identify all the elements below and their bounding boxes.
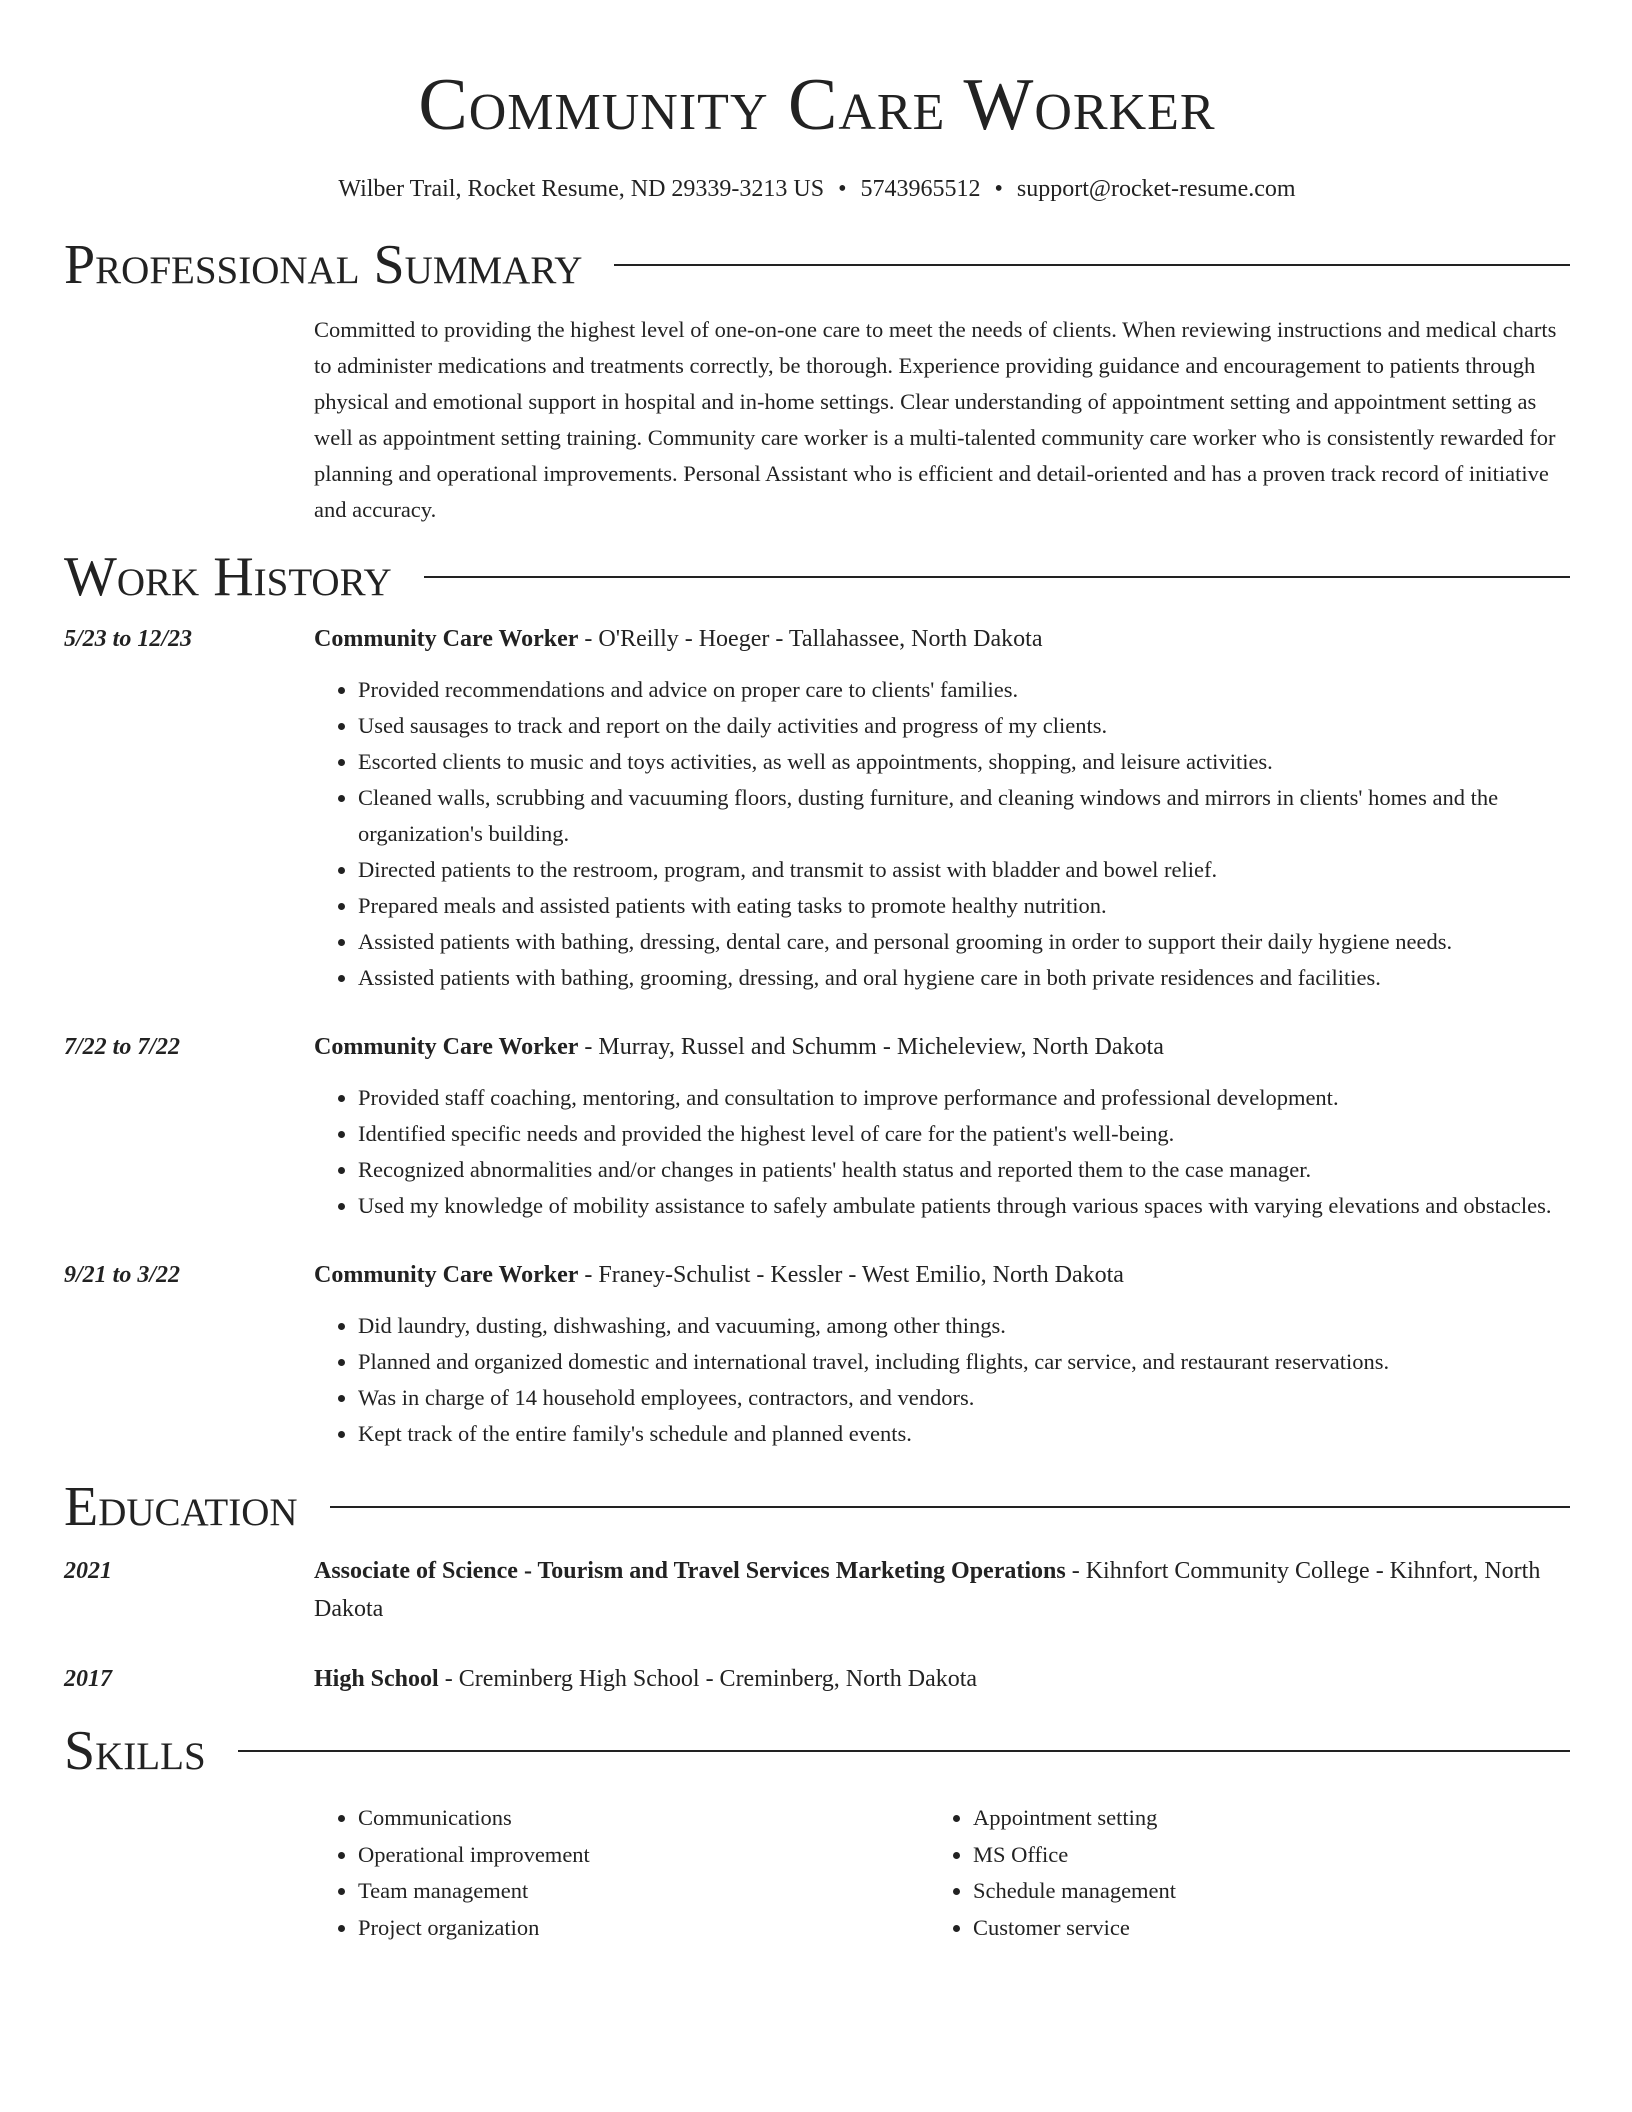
work-bullet: • Used sausages to track and report on the daily activities and progress of my clients. xyxy=(358,708,1570,744)
work-title: Community Care Worker xyxy=(314,1034,579,1060)
work-entry xyxy=(64,620,1570,996)
education-degree: Associate of Science - Tourism and Travel Services Marketing Operations xyxy=(314,1558,1066,1584)
education-details: - Creminberg High School - Creminberg, North Dakota xyxy=(438,1666,978,1692)
work-details: - Murray, Russel and Schumm - Micheleview, North Dakota xyxy=(578,1034,1164,1060)
section-divider xyxy=(614,264,1570,266)
work-body xyxy=(314,1256,1570,1452)
work-bullets xyxy=(314,672,1570,996)
work-bullet: • Was in charge of 14 household employees, contractors, and vendors. xyxy=(358,1380,1570,1416)
section-skills-heading xyxy=(64,1720,1570,1782)
work-bullet: • Escorted clients to music and toys activities, as well as appointments, shopping, and leisure activities. xyxy=(358,744,1570,780)
section-education-heading xyxy=(64,1476,1570,1538)
contact-email: support@rocket-resume.com xyxy=(1016,176,1296,202)
work-body xyxy=(314,620,1570,996)
section-title: Professional Summary xyxy=(64,234,583,296)
work-bullet: • Assisted patients with bathing, dressing, dental care, and personal grooming in order to support their daily hygiene needs. xyxy=(358,924,1570,960)
skills-column-right xyxy=(929,1800,1544,1946)
section-divider xyxy=(330,1506,1570,1508)
skills-column-left xyxy=(314,1800,929,1946)
work-bullet: • Kept track of the entire family's schedule and planned events. xyxy=(358,1416,1570,1452)
section-title: Education xyxy=(64,1476,298,1538)
work-body xyxy=(314,1028,1570,1224)
work-title: Community Care Worker xyxy=(314,1262,579,1288)
work-bullet: • Did laundry, dusting, dishwashing, and vacuuming, among other things. xyxy=(358,1308,1570,1344)
contact-line xyxy=(64,172,1570,206)
work-bullet: • Identified specific needs and provided the highest level of care for the patient's well-being. xyxy=(358,1116,1570,1152)
education-body xyxy=(314,1660,1570,1698)
work-bullet: • Prepared meals and assisted patients with eating tasks to promote healthy nutrition. xyxy=(358,888,1570,924)
work-dates: 9/21 to 3/22 xyxy=(64,1262,181,1288)
work-bullet: • Planned and organized domestic and international travel, including flights, car service, and restaurant reservations. xyxy=(358,1344,1570,1380)
skill-item: • Appointment setting xyxy=(973,1800,1544,1837)
section-work-heading xyxy=(64,546,1570,608)
work-title-line xyxy=(314,1028,1570,1066)
section-divider xyxy=(238,1750,1570,1752)
work-bullets xyxy=(314,1080,1570,1224)
skill-item: • Team management xyxy=(358,1873,929,1910)
section-title: Skills xyxy=(64,1720,206,1782)
education-entry xyxy=(64,1660,1570,1698)
work-details: - Franey-Schulist - Kessler - West Emilio, North Dakota xyxy=(578,1262,1124,1288)
work-bullet: • Used my knowledge of mobility assistance to safely ambulate patients through various spaces with varying elevations and obstacles. xyxy=(358,1188,1570,1224)
skill-item: • Schedule management xyxy=(973,1873,1544,1910)
summary-text: Committed to providing the highest level of one-on-one care to meet the needs of clients. When reviewing instructions and medical charts to administer medications and treatments correctly, be thorough. Experience providing guidance and encouragement to patients through physical and emotional support in hospital and in-home settings. Clear understanding of appointment setting and appointment setting as well as appointment setting training. Community care worker is a multi-talented community care worker who is consistently rewarded for planning and operational improvements. Personal Assistant who is efficient and detail-oriented and has a proven track record of initiative and accuracy. xyxy=(314,317,1557,522)
work-title-line xyxy=(314,620,1570,658)
skill-item: • MS Office xyxy=(973,1837,1544,1874)
contact-separator: • xyxy=(838,176,847,202)
work-bullets xyxy=(314,1308,1570,1452)
work-bullet: • Directed patients to the restroom, program, and transmit to assist with bladder and bowel relief. xyxy=(358,852,1570,888)
section-title: Work History xyxy=(64,546,392,608)
education-degree: High School xyxy=(314,1666,439,1692)
work-entry xyxy=(64,1256,1570,1452)
work-bullet: • Cleaned walls, scrubbing and vacuuming floors, dusting furniture, and cleaning windows and mirrors in clients' homes and the organization's building. xyxy=(358,780,1570,852)
education-year: 2017 xyxy=(64,1666,112,1692)
work-bullet: • Provided recommendations and advice on proper care to clients' families. xyxy=(358,672,1570,708)
work-entry xyxy=(64,1028,1570,1224)
skill-item: • Customer service xyxy=(973,1910,1544,1947)
work-dates: 5/23 to 12/23 xyxy=(64,626,193,652)
skill-item: • Project organization xyxy=(358,1910,929,1947)
education-entry xyxy=(64,1552,1570,1628)
contact-separator: • xyxy=(994,176,1003,202)
resume-name: Community Care Worker xyxy=(418,64,1216,146)
education-body xyxy=(314,1552,1570,1628)
section-divider xyxy=(424,576,1570,578)
skills-list xyxy=(314,1800,1570,1946)
contact-phone: 5743965512 xyxy=(860,176,981,202)
section-summary-heading xyxy=(64,234,1570,296)
education-details: - Kihnfort Community College - Kihnfort, North Dakota xyxy=(314,1558,1541,1622)
work-dates: 7/22 to 7/22 xyxy=(64,1034,181,1060)
work-details: - O'Reilly - Hoeger - Tallahassee, North Dakota xyxy=(578,626,1043,652)
work-bullet: • Assisted patients with bathing, grooming, dressing, and oral hygiene care in both private residences and facilities. xyxy=(358,960,1570,996)
skill-item: • Communications xyxy=(358,1800,929,1837)
work-title: Community Care Worker xyxy=(314,626,579,652)
education-year: 2021 xyxy=(64,1558,112,1584)
skill-item: • Operational improvement xyxy=(358,1837,929,1874)
resume-page xyxy=(64,0,1570,1946)
contact-address: Wilber Trail, Rocket Resume, ND 29339-3213 US xyxy=(338,176,825,202)
work-title-line xyxy=(314,1256,1570,1294)
work-bullet: • Recognized abnormalities and/or changes in patients' health status and reported them to the case manager. xyxy=(358,1152,1570,1188)
work-bullet: • Provided staff coaching, mentoring, and consultation to improve performance and professional development. xyxy=(358,1080,1570,1116)
